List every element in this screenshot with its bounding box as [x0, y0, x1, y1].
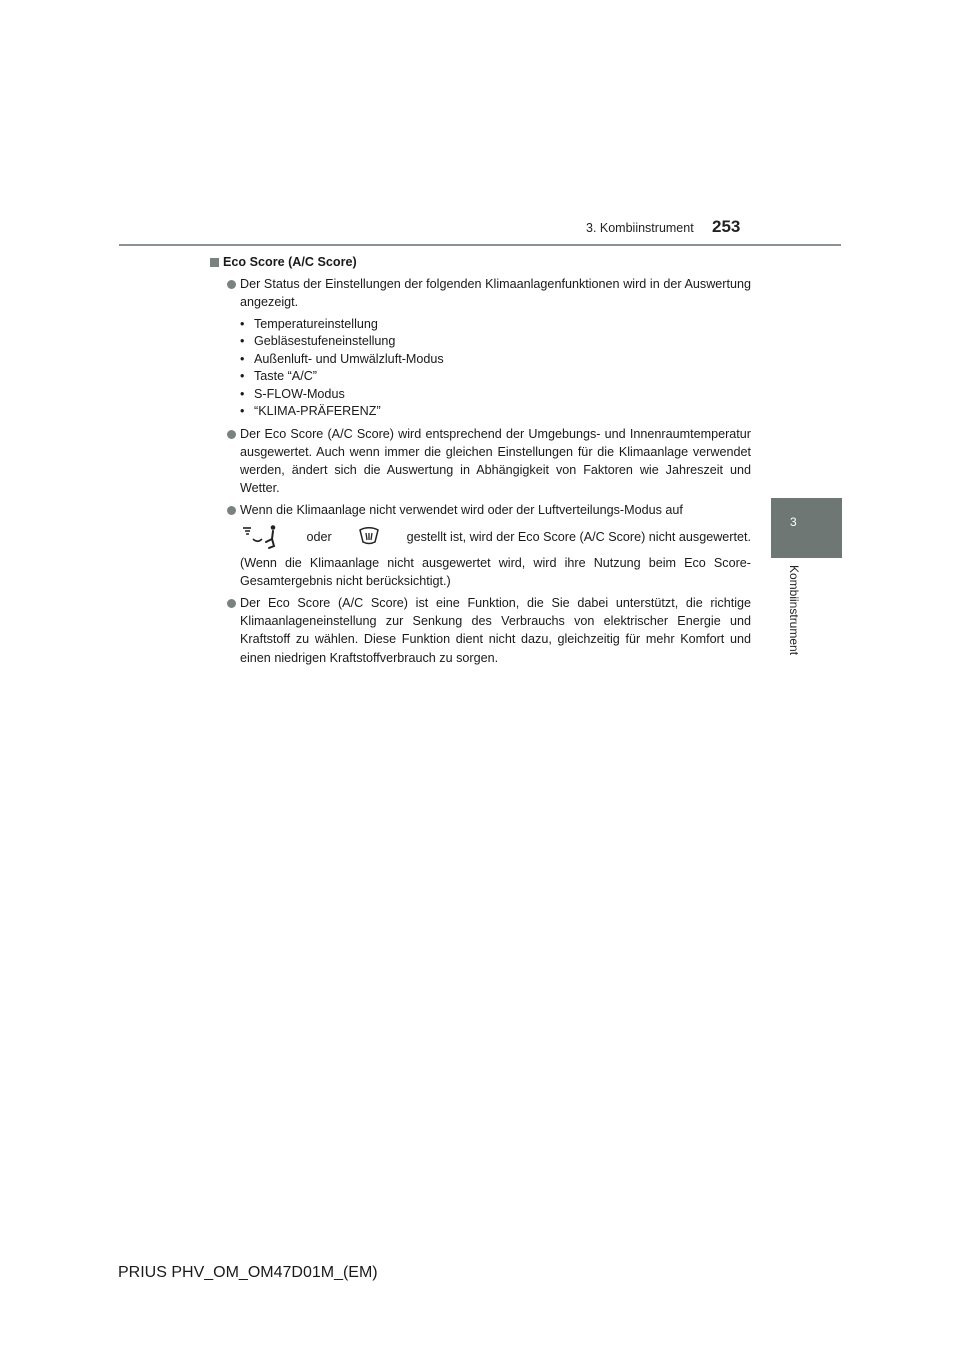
windshield-defroster-icon: [358, 526, 380, 548]
icon-line: [240, 520, 751, 554]
round-bullet-icon: [227, 430, 236, 439]
bullet-text: Der Eco Score (A/C Score) ist eine Funktion, die Sie dabei unterstützt, die richtige Klimaanlageneinstellung zur Senkung des Verbrauchs von elektrischer Energie und Kraftstoff zu wählen. Diese Funktion dient nicht dazu, gleichzeitig für mehr Komfort und einen niedrigen Kraftstoffverbrauch zu sorgen.: [240, 596, 751, 665]
bullet-text: Der Eco Score (A/C Score) wird entsprechend der Umgebungs- und Innenraumtemperatur ausgewertet. Auch wenn immer die gleichen Einstellungen für die Klimaanlage verwendet werden, ändert sich die Auswertung in Abhängigkeit von Faktoren wie Jahreszeit und Wetter.: [240, 426, 751, 496]
round-bullet-icon: [227, 280, 236, 289]
chapter-tab-label: Kombiinstrument: [787, 565, 801, 656]
section-heading-text: Eco Score (A/C Score): [223, 255, 357, 269]
list-item: • Taste “A/C”: [240, 368, 751, 386]
list-item: • Außenluft- und Umwälzluft-Modus: [240, 351, 751, 369]
round-bullet-icon: [227, 506, 236, 515]
bullet-text: (Wenn die Klimaanlage nicht ausgewertet wird, wird ihre Nutzung beim Eco Score-Gesamtergebnis nicht berücksichtigt.): [240, 555, 751, 588]
list-item: • Temperatureinstellung: [240, 316, 751, 334]
feet-windshield-airflow-icon: [240, 524, 280, 550]
document-code: PRIUS PHV_OM_OM47D01M_(EM): [118, 1264, 378, 1281]
list-item: • “KLIMA-PRÄFERENZ”: [240, 403, 751, 421]
header-divider: [119, 244, 841, 246]
chapter-title: 3. Kombiinstrument: [586, 221, 694, 235]
bullet-item: [210, 425, 751, 498]
chapter-tab-number: 3: [790, 515, 797, 529]
bullet-item: [210, 275, 751, 420]
page-content: [210, 253, 751, 671]
section-heading: [210, 253, 751, 271]
list-item: • Gebläsestufeneinstellung: [240, 333, 751, 351]
list-item: • S-FLOW-Modus: [240, 386, 751, 404]
round-bullet-icon: [227, 599, 236, 608]
bullet-text: Wenn die Klimaanlage nicht verwendet wird oder der Luftverteilungs-Modus auf: [240, 503, 683, 518]
square-bullet-icon: [210, 258, 219, 267]
bullet-item: [210, 594, 751, 667]
bullet-text: Der Status der Einstellungen der folgenden Klimaanlagenfunktionen wird in der Auswertung angezeigt.: [240, 277, 751, 310]
bullet-text: gestellt ist, wird der Eco Score (A/C Score) nicht ausgewertet.: [406, 529, 751, 544]
inline-oder-text: oder: [306, 529, 332, 544]
page-number: 253: [712, 217, 741, 236]
chapter-tab: [771, 498, 842, 558]
bullet-item: [210, 501, 751, 590]
function-list: [240, 316, 751, 421]
